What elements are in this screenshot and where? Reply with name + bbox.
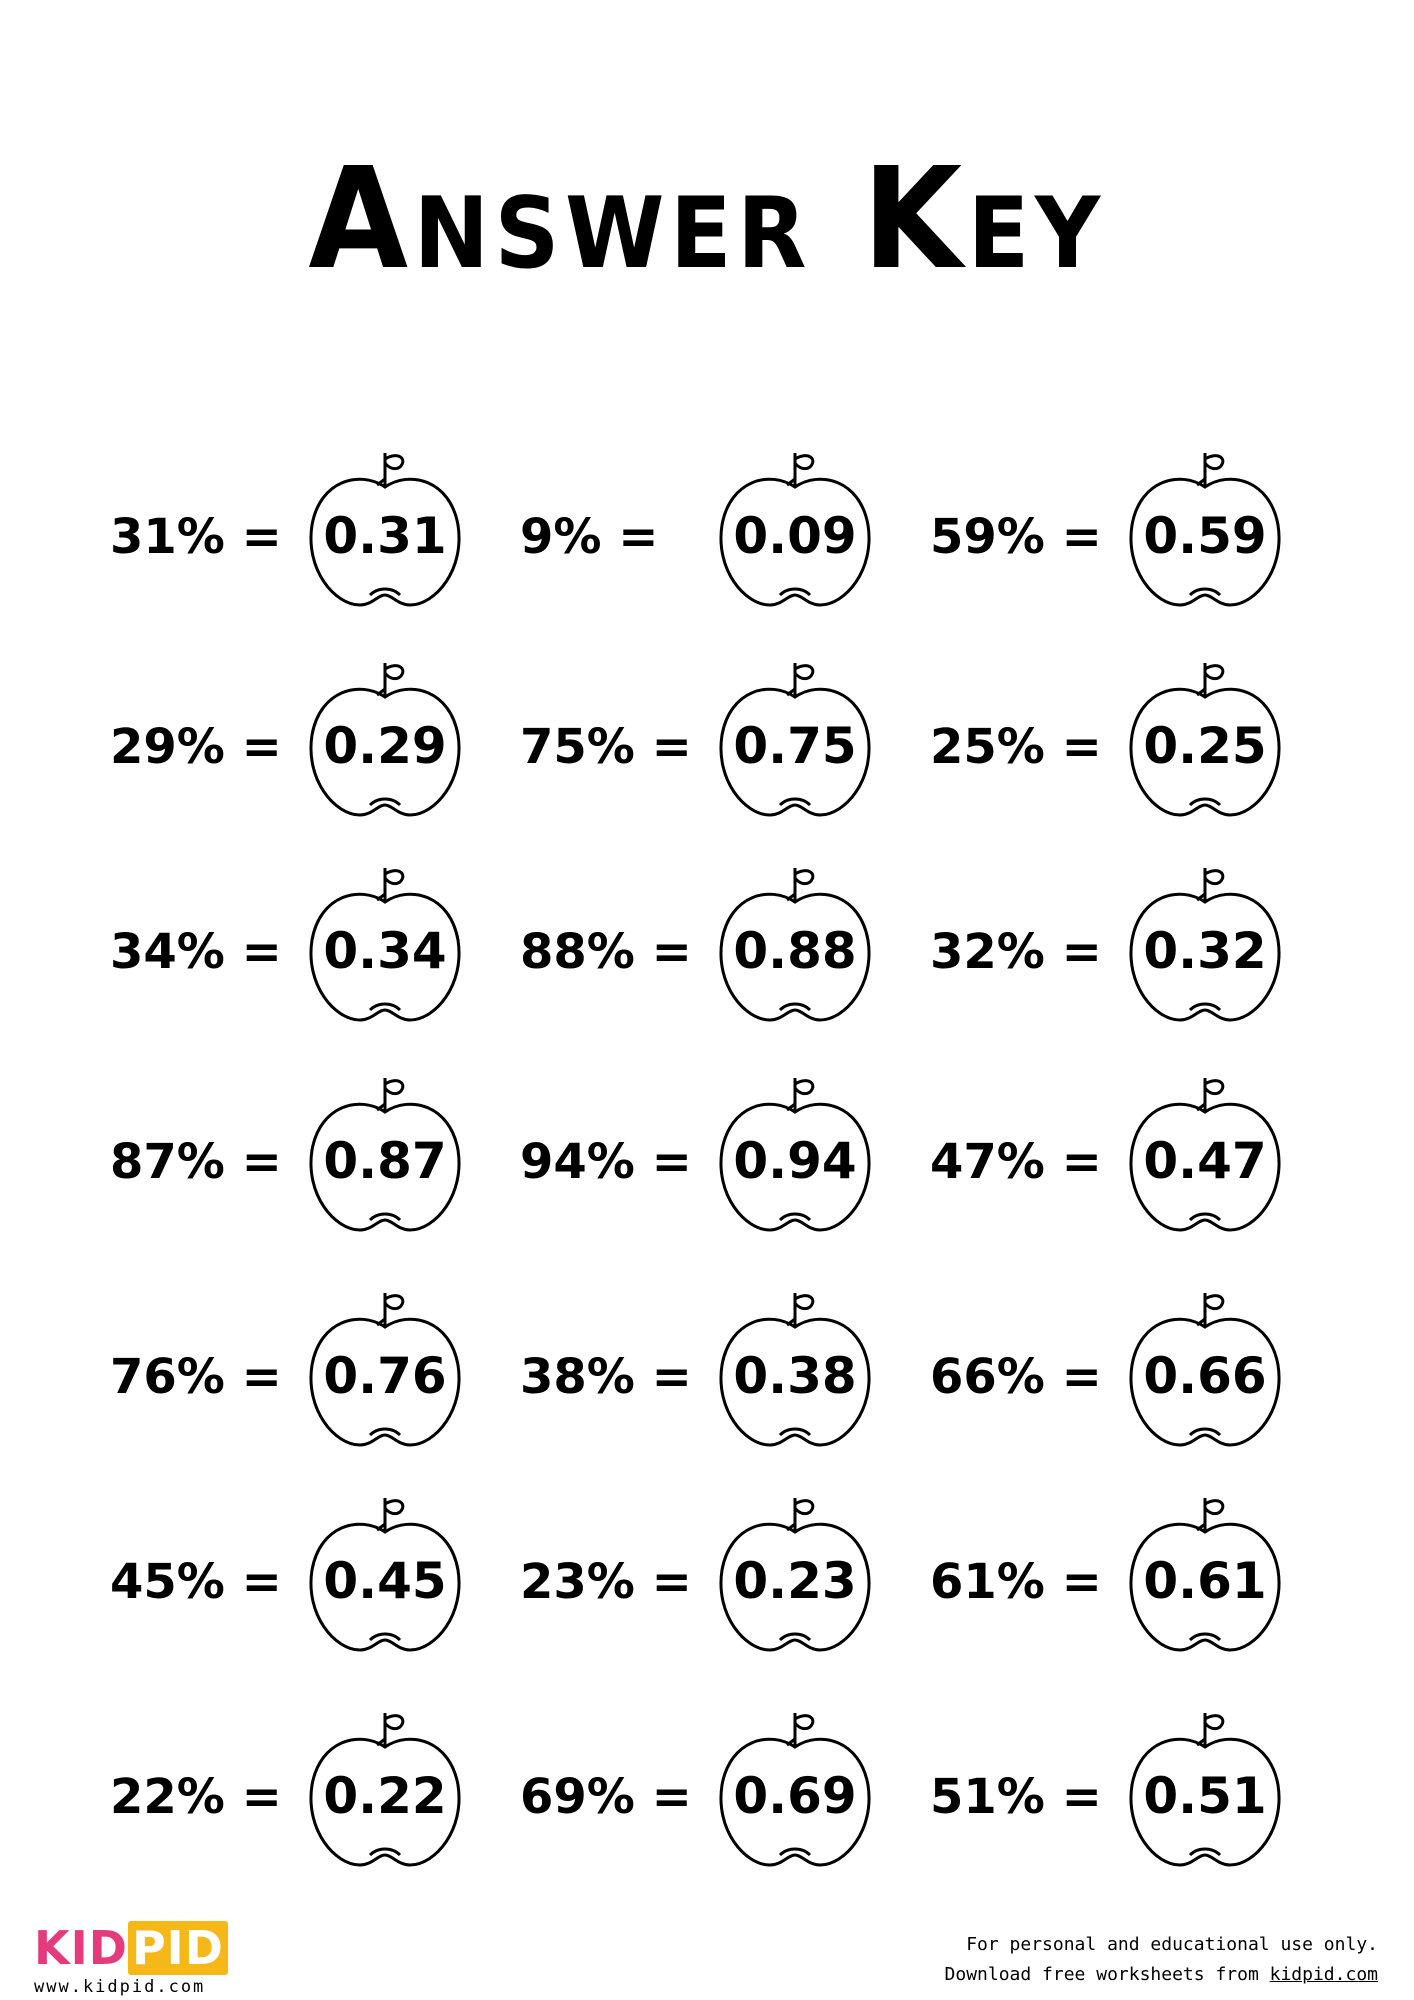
answer-item <box>520 655 940 825</box>
decimal-answer: 0.31 <box>323 507 447 565</box>
decimal-answer: 0.87 <box>323 1132 447 1190</box>
answer-item <box>110 1705 530 1875</box>
decimal-answer: 0.09 <box>733 507 857 565</box>
percent-label: 51% = <box>930 1769 1102 1825</box>
decimal-answer: 0.59 <box>1143 507 1267 565</box>
decimal-answer: 0.38 <box>733 1347 857 1405</box>
decimal-answer: 0.23 <box>733 1552 857 1610</box>
decimal-answer: 0.47 <box>1143 1132 1267 1190</box>
percent-label: 38% = <box>520 1349 692 1405</box>
answer-item <box>110 655 530 825</box>
footer-link[interactable]: kidpid.com <box>1269 1964 1378 1985</box>
decimal-answer: 0.51 <box>1143 1767 1267 1825</box>
page-title: Answer Key <box>308 138 1106 301</box>
answer-item <box>930 860 1350 1030</box>
decimal-answer: 0.25 <box>1143 717 1267 775</box>
answer-item <box>520 1070 940 1240</box>
answer-item <box>930 655 1350 825</box>
answer-item <box>110 445 530 615</box>
percent-label: 69% = <box>520 1769 692 1825</box>
answer-item <box>520 1490 940 1660</box>
decimal-answer: 0.94 <box>733 1132 857 1190</box>
answer-item <box>110 860 530 1030</box>
decimal-answer: 0.29 <box>323 717 447 775</box>
answer-item <box>930 1490 1350 1660</box>
answer-item <box>110 1285 530 1455</box>
footer-note-line2 <box>945 1960 1378 1990</box>
answer-item <box>520 860 940 1030</box>
decimal-answer: 0.61 <box>1143 1552 1267 1610</box>
decimal-answer: 0.45 <box>323 1552 447 1610</box>
answer-item <box>110 1490 530 1660</box>
percent-label: 32% = <box>930 924 1102 980</box>
percent-label: 45% = <box>110 1554 282 1610</box>
percent-label: 9% = <box>520 509 659 565</box>
answer-item <box>930 445 1350 615</box>
answer-item <box>930 1705 1350 1875</box>
footer-note <box>945 1930 1378 1990</box>
percent-label: 87% = <box>110 1134 282 1190</box>
answer-item <box>930 1070 1350 1240</box>
decimal-answer: 0.34 <box>323 922 447 980</box>
logo-pid-text: PID <box>128 1921 228 1975</box>
percent-label: 22% = <box>110 1769 282 1825</box>
percent-label: 76% = <box>110 1349 282 1405</box>
percent-label: 34% = <box>110 924 282 980</box>
percent-label: 47% = <box>930 1134 1102 1190</box>
answer-item <box>930 1285 1350 1455</box>
footer-note-line1: For personal and educational use only. <box>966 1934 1378 1955</box>
percent-label: 23% = <box>520 1554 692 1610</box>
percent-label: 88% = <box>520 924 692 980</box>
logo-url: www.kidpid.com <box>34 1977 206 1997</box>
answer-item <box>110 1070 530 1240</box>
decimal-answer: 0.69 <box>733 1767 857 1825</box>
percent-label: 61% = <box>930 1554 1102 1610</box>
percent-label: 25% = <box>930 719 1102 775</box>
decimal-answer: 0.32 <box>1143 922 1267 980</box>
percent-label: 75% = <box>520 719 692 775</box>
kidpid-logo[interactable] <box>34 1921 228 1997</box>
answer-item <box>520 445 940 615</box>
decimal-answer: 0.22 <box>323 1767 447 1825</box>
decimal-answer: 0.66 <box>1143 1347 1267 1405</box>
decimal-answer: 0.88 <box>733 922 857 980</box>
percent-label: 31% = <box>110 509 282 565</box>
decimal-answer: 0.75 <box>733 717 857 775</box>
percent-label: 59% = <box>930 509 1102 565</box>
percent-label: 29% = <box>110 719 282 775</box>
logo-kid-text: KID <box>34 1921 128 1975</box>
footer-note-prefix: Download free worksheets from <box>944 1964 1270 1985</box>
percent-label: 94% = <box>520 1134 692 1190</box>
decimal-answer: 0.76 <box>323 1347 447 1405</box>
percent-label: 66% = <box>930 1349 1102 1405</box>
answer-item <box>520 1705 940 1875</box>
answer-item <box>520 1285 940 1455</box>
